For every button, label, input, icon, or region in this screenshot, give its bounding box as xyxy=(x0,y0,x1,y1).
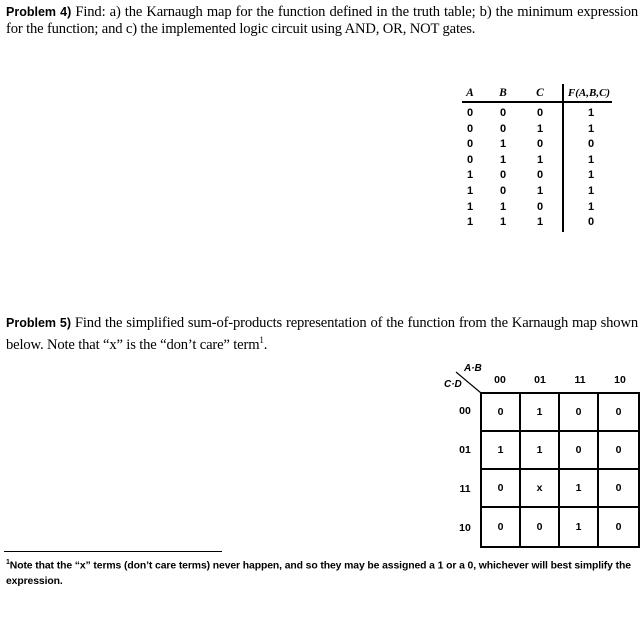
kmap-cell: 0 xyxy=(560,394,599,432)
kmap-grid xyxy=(480,392,640,548)
kmap-column-header: 11 xyxy=(574,374,586,386)
kmap-column-header: 00 xyxy=(494,374,506,386)
truth-table-cell: 0 xyxy=(466,138,474,151)
truth-table-header-rule xyxy=(462,101,612,103)
footnote-text: Note that the “x” terms (don’t care terms) never happen, and so they may be assigned a 1 or a 0, whichever will best simplify the expression. xyxy=(6,560,631,588)
truth-table-output-cell: 1 xyxy=(587,122,595,135)
truth-table-output-divider xyxy=(562,84,564,232)
kmap-cell: 0 xyxy=(482,394,521,432)
truth-table-cell: 1 xyxy=(466,169,474,182)
truth-table-cell: 1 xyxy=(499,200,507,213)
kmap-cell: 0 xyxy=(599,394,638,432)
kmap-cell: 1 xyxy=(521,394,560,432)
kmap-cell: 0 xyxy=(482,470,521,508)
problem-5-label: Problem 5) xyxy=(6,316,72,330)
truth-table-cell: 0 xyxy=(536,169,544,182)
truth-table-header-0: A xyxy=(466,87,474,99)
truth-table-output-cell: 1 xyxy=(587,200,595,213)
truth-table-output-cell: 1 xyxy=(587,169,595,182)
kmap-cell: 0 xyxy=(615,521,622,533)
footnote-rule xyxy=(4,551,222,552)
problem-4-text xyxy=(6,4,638,38)
kmap-cell: 1 xyxy=(560,508,599,546)
truth-table-cell: 1 xyxy=(466,185,474,197)
truth-table-cell: 1 xyxy=(536,122,544,135)
kmap-cell: x xyxy=(521,470,560,508)
problem-4-body: Find: a) the Karnaugh map for the function defined in the truth table; b) the minimum expression for the function; and c) the implemented logic circuit using AND, OR, NOT gates. xyxy=(6,4,638,37)
kmap-column-variables: A·B xyxy=(464,363,482,374)
kmap-row-variables: C·D xyxy=(444,379,462,390)
kmap-column-header: 10 xyxy=(614,374,626,386)
truth-table-cell: 0 xyxy=(499,107,507,119)
truth-table-output-cell: 0 xyxy=(587,216,595,229)
truth-table-cell: 1 xyxy=(499,153,507,166)
kmap-cell: 1 xyxy=(560,470,599,508)
footnote-mark: 1 xyxy=(6,559,10,566)
truth-table-cell: 1 xyxy=(499,216,507,229)
kmap-cell: 0 xyxy=(599,470,638,508)
kmap-row-header: 11 xyxy=(459,483,471,495)
footnote-reference: 1 xyxy=(259,335,264,345)
truth-table-cell: 1 xyxy=(536,153,544,166)
truth-table-cell: 1 xyxy=(499,138,507,151)
truth-table-cell: 1 xyxy=(466,216,474,229)
truth-table-cell: 0 xyxy=(536,107,544,119)
truth-table-output-cell: 1 xyxy=(587,153,595,166)
karnaugh-map xyxy=(440,360,640,550)
truth-table xyxy=(462,84,612,234)
truth-table-header-1: B xyxy=(499,87,507,99)
truth-table-cell: 1 xyxy=(536,185,544,197)
truth-table-output-cell: 1 xyxy=(587,107,595,119)
problem-5-body: Find the simplified sum-of-products representation of the function from the Karnaugh map shown below. Note that “x” is the “don’t care” term xyxy=(6,315,638,353)
truth-table-cell: 0 xyxy=(499,122,507,135)
truth-table-cell: 1 xyxy=(466,200,474,213)
truth-table-cell: 0 xyxy=(466,107,474,119)
kmap-cell: 1 xyxy=(482,432,521,470)
footnote xyxy=(6,555,638,590)
truth-table-cell: 0 xyxy=(536,200,544,213)
kmap-row-header: 00 xyxy=(459,405,471,417)
kmap-cell: 0 xyxy=(521,508,560,546)
kmap-row-header: 01 xyxy=(459,444,471,456)
kmap-cell: 1 xyxy=(521,432,560,470)
truth-table-header-2: C xyxy=(536,87,544,99)
problem-5-end: . xyxy=(263,336,268,353)
kmap-column-header: 01 xyxy=(534,374,546,386)
truth-table-output-cell: 0 xyxy=(587,138,595,151)
truth-table-cell: 0 xyxy=(466,153,474,166)
kmap-cell: 0 xyxy=(560,432,599,470)
kmap-cell: 0 xyxy=(599,432,638,470)
truth-table-output-cell: 1 xyxy=(587,185,595,197)
truth-table-cell: 0 xyxy=(499,169,507,182)
truth-table-cell: 1 xyxy=(536,216,544,229)
problem-4-label: Problem 4) xyxy=(6,5,72,19)
kmap-row-header: 10 xyxy=(459,522,471,534)
truth-table-cell: 0 xyxy=(499,185,507,197)
kmap-cell: 0 xyxy=(482,508,521,546)
truth-table-output-header: F(A,B,C) xyxy=(567,87,611,99)
truth-table-cell: 0 xyxy=(466,122,474,135)
problem-5-text xyxy=(6,315,638,354)
truth-table-cell: 0 xyxy=(536,138,544,151)
